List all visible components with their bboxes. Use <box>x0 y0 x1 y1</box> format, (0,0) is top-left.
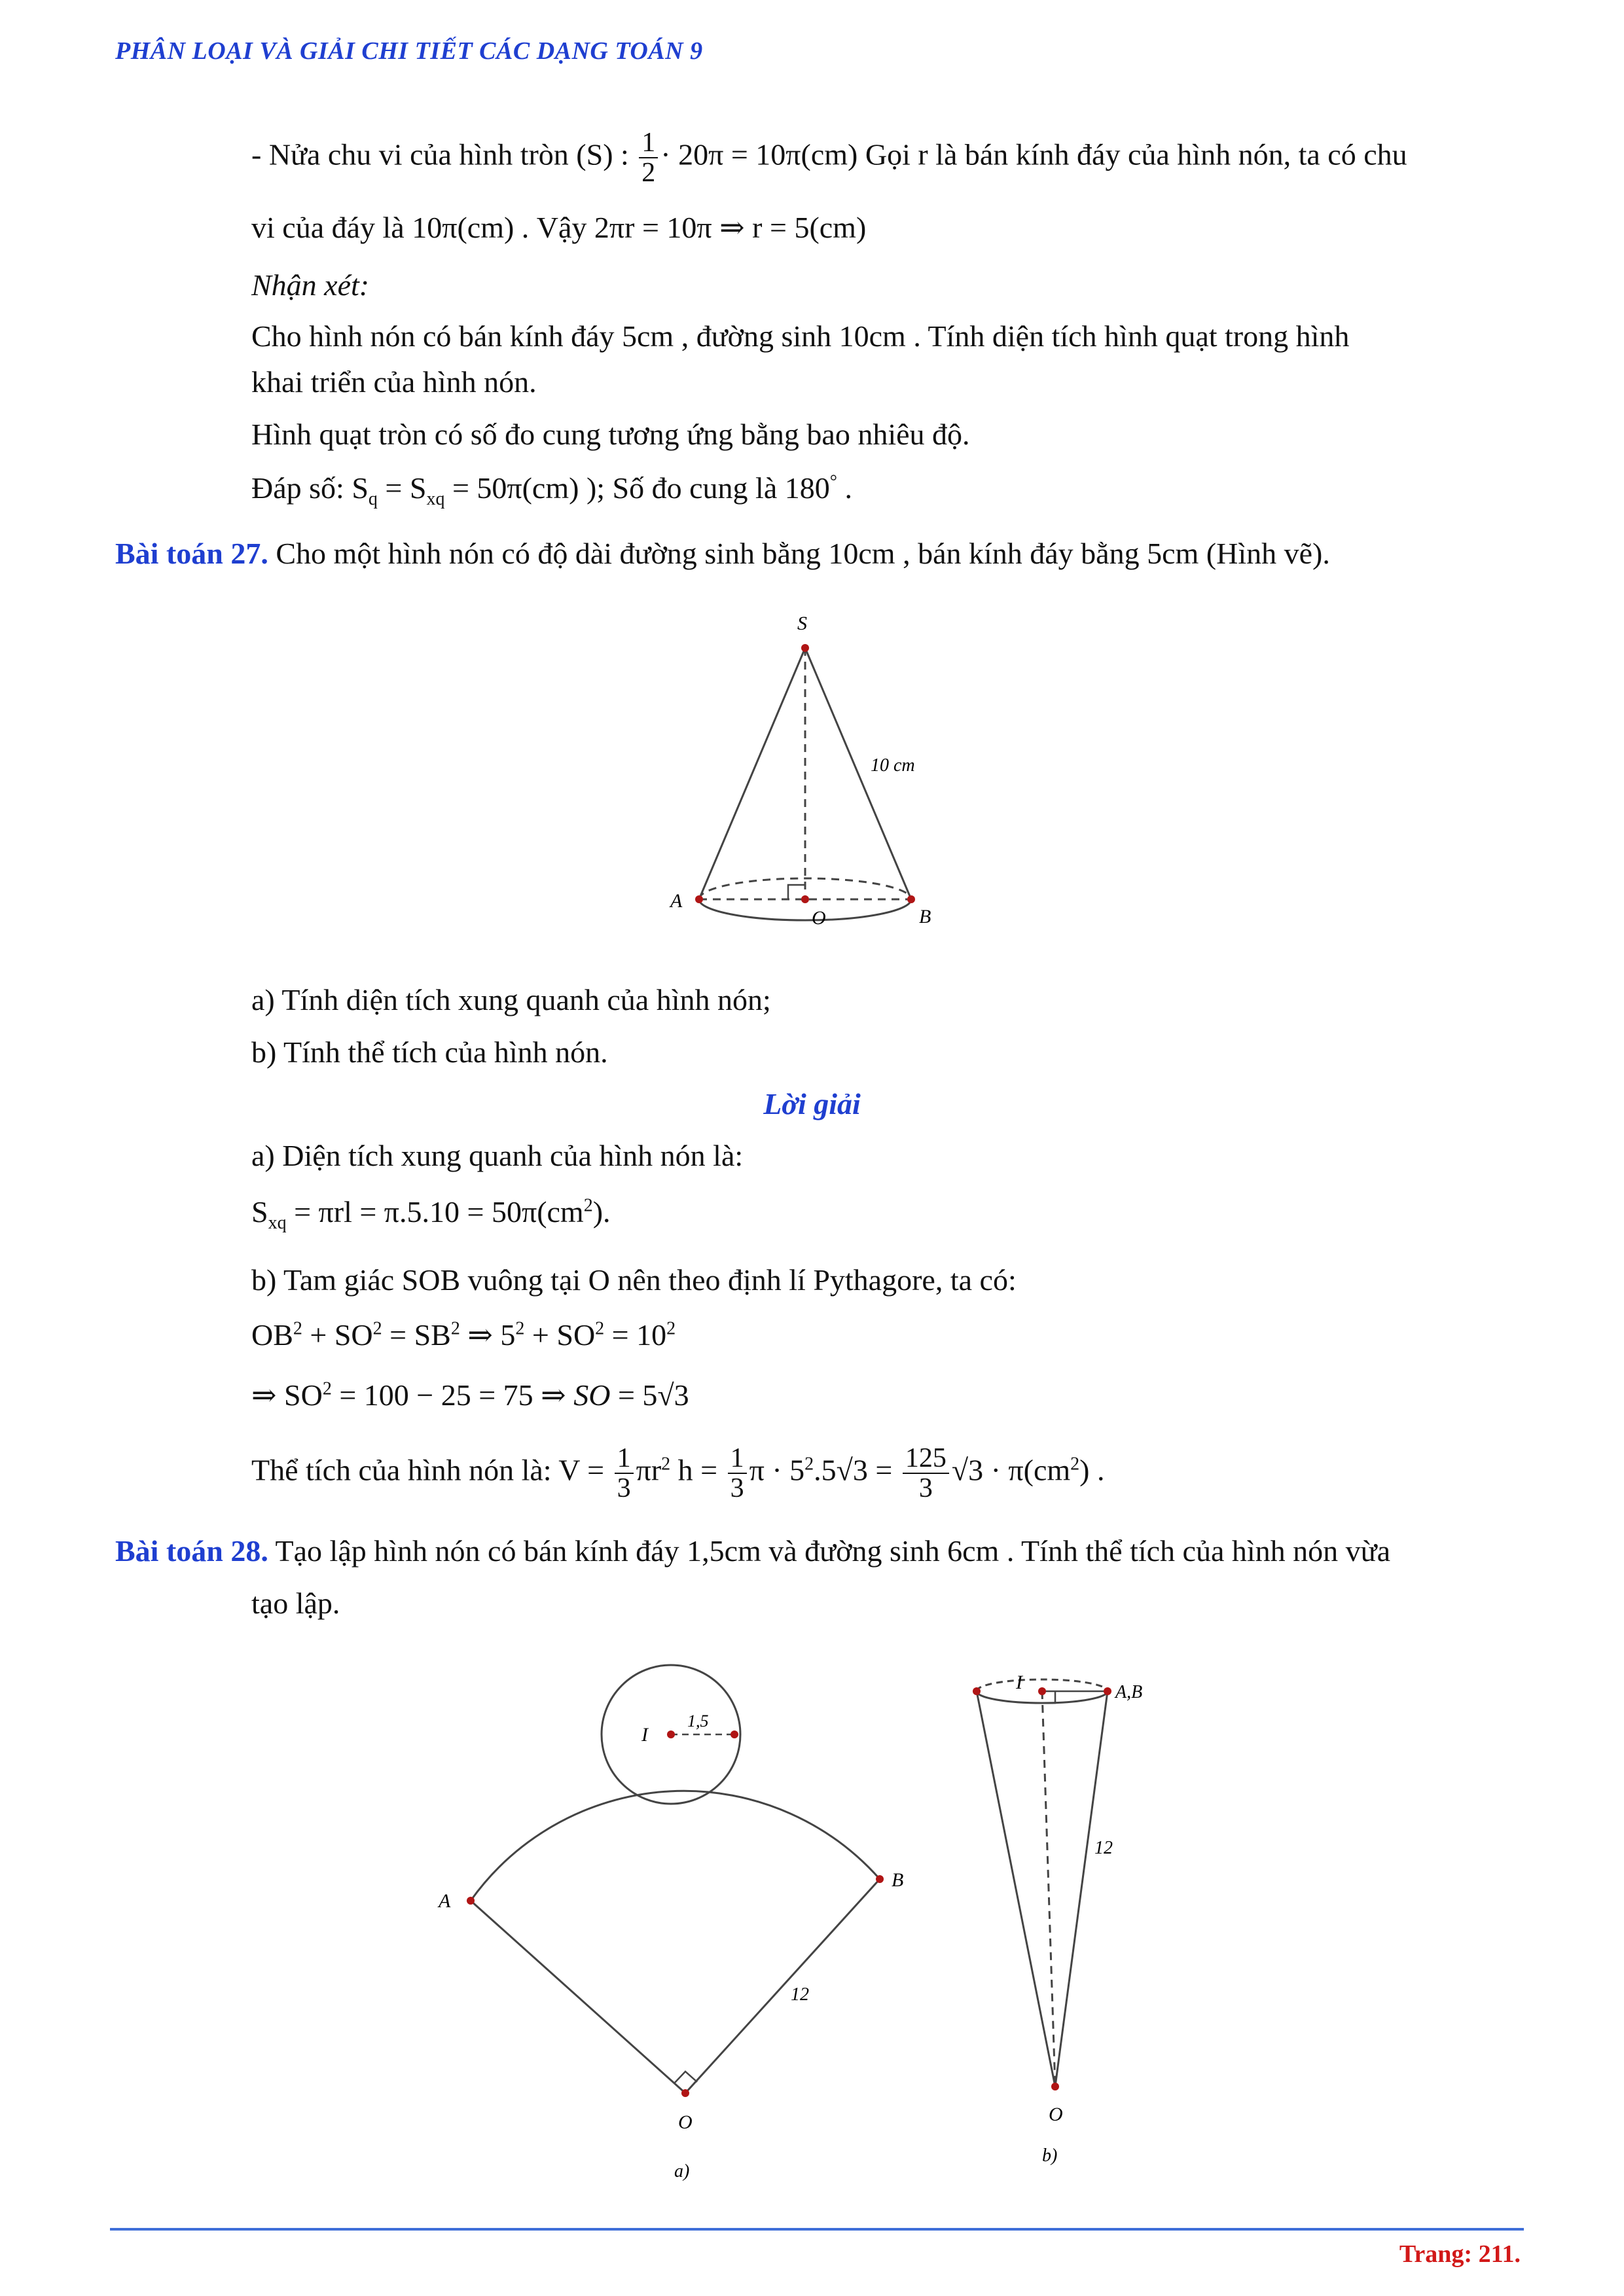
label-a: A <box>439 1890 451 1912</box>
point-b <box>876 1875 884 1883</box>
page-number: Trang: 211. <box>1399 2240 1521 2268</box>
point-b <box>907 895 915 903</box>
point-left <box>973 1687 981 1695</box>
label-i: I <box>1016 1672 1022 1693</box>
label-o: O <box>1049 2104 1063 2125</box>
label-length-12: 12 <box>1094 1838 1113 1858</box>
page-header: PHÂN LOẠI VÀ GIẢI CHI TIẾT CÁC DẠNG TOÁN 9 <box>115 37 703 65</box>
figure-cone-27 <box>655 602 969 942</box>
label-o: O <box>678 2111 693 2133</box>
question-a: a) Tính diện tích xung quanh của hình nón; <box>251 983 771 1016</box>
label-length-10cm: 10 cm <box>871 755 915 776</box>
label-s: S <box>797 613 807 634</box>
caption-a: a) <box>674 2161 690 2181</box>
point-o <box>681 2089 689 2097</box>
figure-cone-28b <box>943 1656 1191 2166</box>
sector-side-oa <box>471 1901 685 2093</box>
footer-rule <box>110 2228 1524 2231</box>
problem-27-label: Bài toán 27. <box>115 537 268 570</box>
label-length-12: 12 <box>791 1984 809 2005</box>
problem-28: Bài toán 28. Tạo lập hình nón có bán kính đáy 1,5cm và đường sinh 6cm . Tính thể tích của hình nón vừa <box>115 1534 1391 1568</box>
point-o <box>801 895 809 903</box>
figure-sector-28a <box>419 1662 956 2186</box>
sector-arc <box>471 1791 880 1901</box>
label-a: A <box>670 890 683 912</box>
problem-27: Bài toán 27. Cho một hình nón có độ dài đường sinh bằng 10cm , bán kính đáy bằng 5cm (Hình vẽ). <box>115 537 1330 570</box>
problem-28-label: Bài toán 28. <box>115 1534 268 1568</box>
label-i: I <box>641 1724 648 1746</box>
label-ab: A,B <box>1115 1682 1143 1702</box>
point-o <box>1051 2083 1059 2090</box>
formula-sxq: $S_{xq} = \pi rl = \pi.5.10 = 50\pi(cm^2)$. <box>251 1195 611 1234</box>
nhan-xet-label: Nhận xét: <box>251 268 370 302</box>
formula-pythagore-1: $OB^2 + SO^2 = SB^2$ ⇒ $5^2 + SO^2 = 10^2$ <box>251 1318 676 1352</box>
line-base-perimeter: vi của đáy là 10π(cm) . Vậy 2πr = 10π ⇒ r = 5(cm) <box>251 211 867 244</box>
formula-volume: Thể tích của hình nón là: V = $\frac{1}{3}$ $\pi r^2$ h = $\frac{1}{3}$ $\pi \cdot 5^2.5√3$ = $\frac{125}{3}$ $√3 \cdot \pi(cm^2)$ . <box>251 1443 1105 1504</box>
loi-giai-title: Lời giải <box>763 1087 861 1121</box>
solution-a: a) Diện tích xung quanh của hình nón là: <box>251 1139 744 1172</box>
label-b: B <box>919 906 931 927</box>
point-s <box>801 644 809 652</box>
nhan-xet-line-2: khai triển của hình nón. <box>251 365 537 399</box>
formula-pythagore-2: ⇒ $SO^2 = 100 - 25 = 75$ ⇒ SO = 5√3 <box>251 1378 689 1412</box>
question-b: b) Tính thể tích của hình nón. <box>251 1035 608 1069</box>
point-a <box>467 1897 475 1905</box>
point-radius-end <box>731 1731 738 1738</box>
point-i <box>667 1731 675 1738</box>
dap-so-line: Đáp số: $S_q = S_{xq} = 50\pi(cm)$ ); Số đo cung là 180° . <box>251 471 852 510</box>
label-b: B <box>892 1869 904 1891</box>
nhan-xet-line-1: Cho hình nón có bán kính đáy 5cm , đường sinh 10cm . Tính diện tích hình quạt trong hình <box>251 319 1350 353</box>
cone-side-left <box>699 648 805 899</box>
point-a <box>695 895 703 903</box>
problem-28-line-2: tạo lập. <box>251 1587 340 1620</box>
point-i <box>1038 1687 1046 1695</box>
nhan-xet-line-3: Hình quạt tròn có số đo cung tương ứng bằng bao nhiêu độ. <box>251 418 970 451</box>
label-radius: 1,5 <box>687 1712 709 1731</box>
label-o: O <box>812 907 826 929</box>
caption-b: b) <box>1042 2145 1058 2166</box>
right-angle-mark <box>674 2072 697 2083</box>
cone-side-right <box>1055 1691 1108 2087</box>
solution-b: b) Tam giác SOB vuông tại O nên theo định lí Pythagore, ta có: <box>251 1263 1017 1297</box>
sector-side-ob <box>685 1879 880 2093</box>
line-half-perimeter: - Nửa chu vi của hình tròn (S) : $\frac{1}{2}$ · 20π = 10π(cm) Gọi r là bán kính đáy của hình nón, ta có chu <box>251 128 1407 188</box>
point-ab <box>1104 1687 1111 1695</box>
fraction-half: $\frac{1}{2}$ <box>639 128 658 187</box>
